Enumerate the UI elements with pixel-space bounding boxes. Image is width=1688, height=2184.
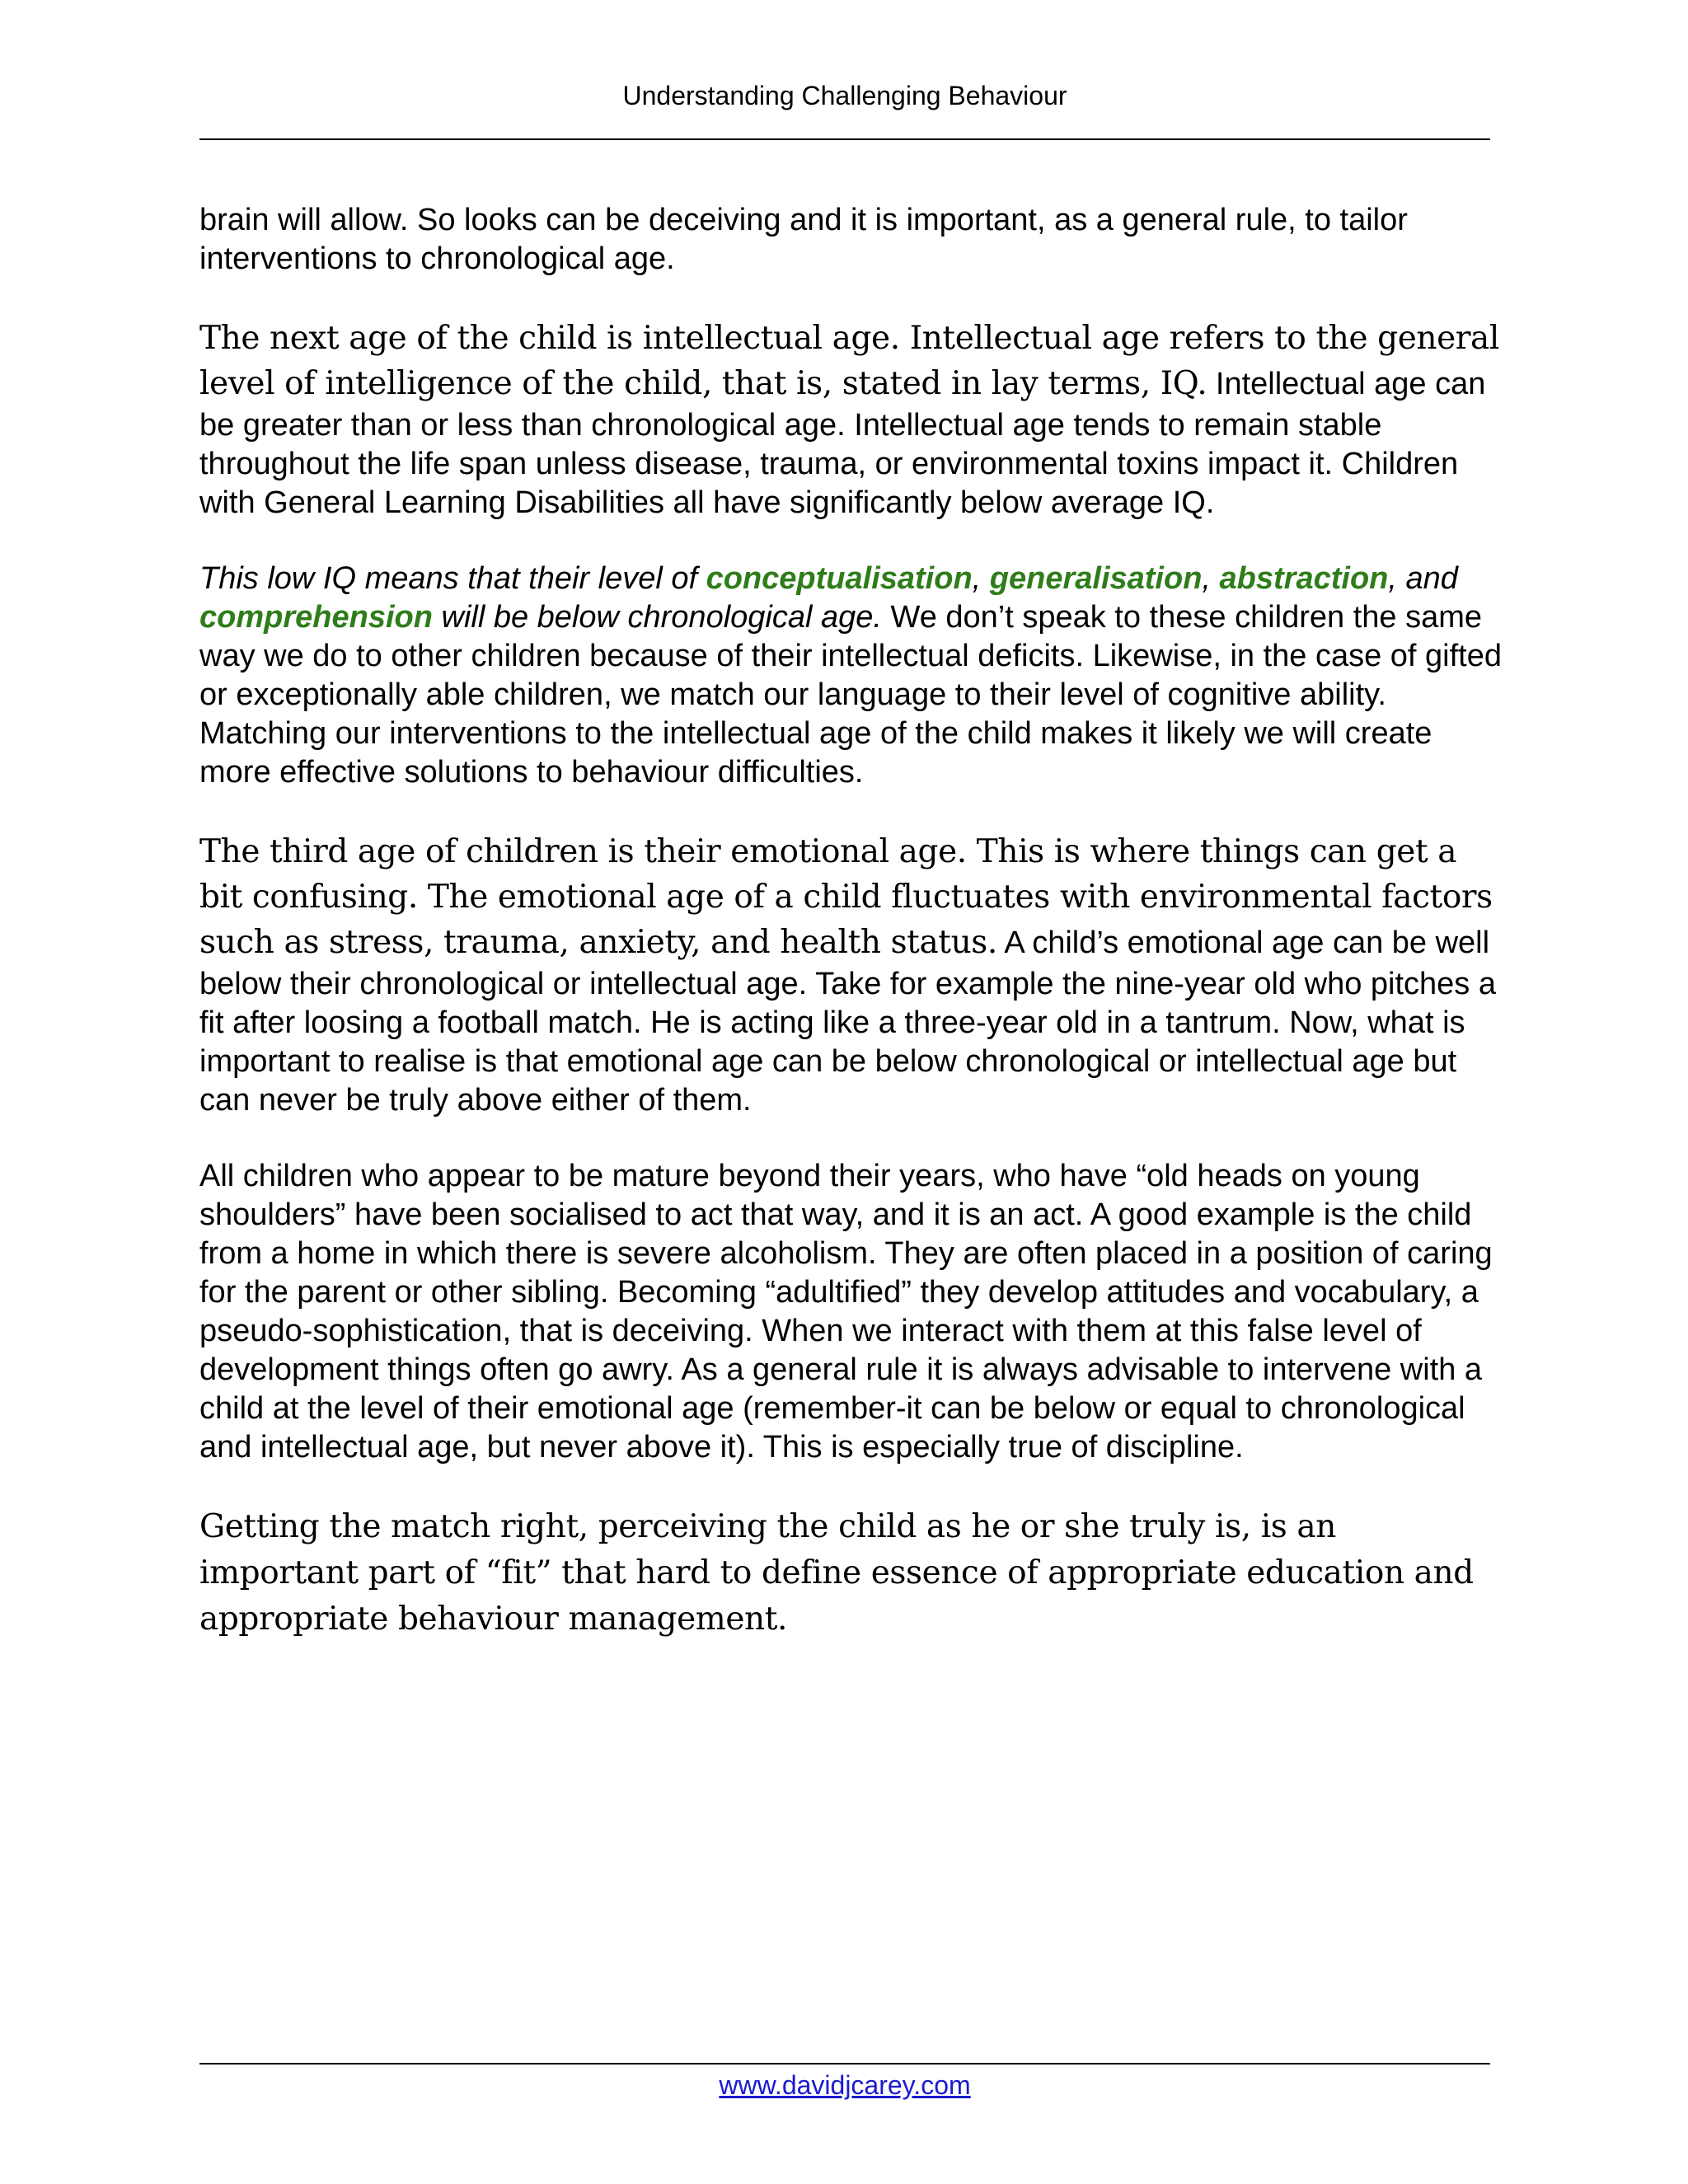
- italic-separator: ,: [1202, 561, 1220, 596]
- keyword-conceptualisation: conceptualisation: [706, 561, 973, 596]
- paragraph-lead-serif: The next age of the child is intellectual age. Intellectual age refers to the general level of intelligence of the child, that is, stated in lay terms, IQ.: [199, 320, 1499, 402]
- paragraph-lead-serif: The third age of children is their emotional age. This is where things can get a bit confusing. The emotional age of a child fluctuates with environmental factors such as stress, trauma, anxiety, and health status.: [199, 833, 1493, 961]
- italic-separator: ,: [972, 561, 990, 596]
- keyword-generalisation: generalisation: [989, 561, 1203, 596]
- italic-separator: , and: [1388, 561, 1458, 596]
- paragraph-emotional-age: [199, 829, 1502, 1120]
- paragraph-intellectual-age: [199, 316, 1502, 523]
- keyword-comprehension: comprehension: [199, 600, 433, 635]
- paragraph-mature-children: All children who appear to be mature beyond their years, who have “old heads on young shoulders” have been socialised to act that way, and it is an act. A good example is the child from a home in which there is severe alcoholism. They are often placed in a position of caring for the parent or other sibling. Becoming “adultified” they develop attitudes and vocabulary, a pseudo-sophistication, that is deceiving. When we interact with them at this false level of development things often go awry. As a general rule it is always advisable to intervene with a child at the level of their emotional age (remember-it can be below or equal to chronological and intellectual age, but never above it). This is especially true of discipline.: [199, 1159, 1493, 1465]
- paragraph-body: We don’t speak to these children the same way we do to other children because of their intellectual deficits. Likewise, in the case of gifted or exceptionally able children, we match our language to their level of cognitive ability. Matching our interventions to the intellectual age of the child makes it likely we will create more effective solutions to behaviour difficulties.: [199, 600, 1502, 790]
- italic-intro: This low IQ means that their level of: [199, 561, 706, 596]
- header-divider: [199, 138, 1490, 140]
- paragraph-body: Intellectual age can be greater than or less than chronological age. Intellectual age tends to remain stable throughout the life span unless disease, trauma, or environmental toxins impact it. Children with General Learning Disabilities all have significantly below average IQ.: [199, 367, 1486, 520]
- page-header-title: Understanding Challenging Behaviour: [622, 81, 1067, 110]
- paragraph-body: A child’s emotional age can be well below their chronological or intellectual age. Take for example the nine-year old who pitches a fit after loosing a football match. He is acting like a three-year old in a tantrum. Now, what is important to realise is that emotional age can be below chronological or intellectual age but can never be truly above either of them.: [199, 926, 1496, 1118]
- website-link[interactable]: www.davidjcarey.com: [719, 2070, 971, 2100]
- italic-tail: will be below chronological age.: [432, 600, 882, 635]
- keyword-abstraction: abstraction: [1219, 561, 1389, 596]
- footer: [199, 2064, 1490, 2106]
- paragraph-getting-match-right: Getting the match right, perceiving the child as he or she truly is, is an important part of “fit” that hard to define essence of appropriate education and appropriate behaviour management.: [199, 1508, 1474, 1638]
- paragraph-chronological-age: brain will allow. So looks can be deceiving and it is important, as a general rule, to tailor interventions to chronological age.: [199, 203, 1408, 276]
- paragraph-low-iq: [199, 560, 1502, 792]
- page-body: [199, 201, 1502, 1643]
